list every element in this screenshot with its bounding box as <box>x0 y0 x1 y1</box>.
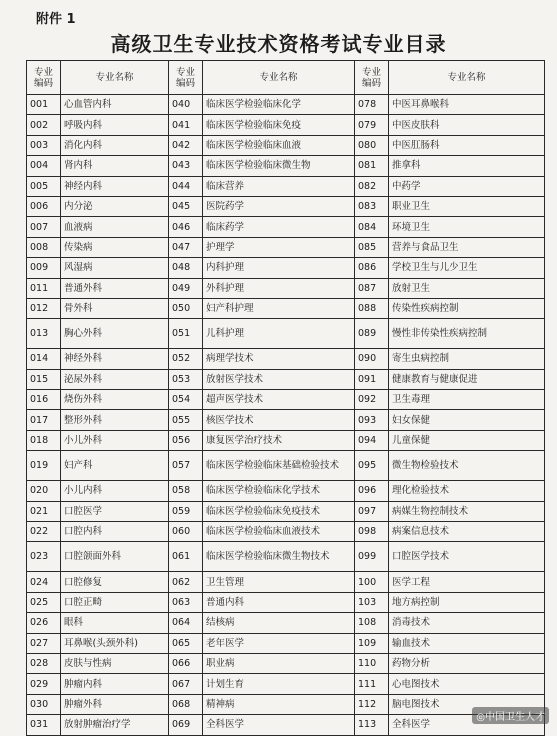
table-header-row <box>27 61 545 95</box>
specialty-code: 103 <box>355 592 389 612</box>
specialty-name: 普通内科 <box>203 592 355 612</box>
table-row <box>27 542 545 572</box>
specialty-code: 058 <box>169 481 203 501</box>
specialty-code: 110 <box>355 653 389 673</box>
specialty-name: 临床医学检验临床基础检验技术 <box>203 451 355 481</box>
specialty-code: 008 <box>27 237 61 257</box>
annex-label: 附件 1 <box>36 12 76 27</box>
specialty-code: 063 <box>169 592 203 612</box>
table-row <box>27 258 545 278</box>
specialty-name: 传染病 <box>61 237 169 257</box>
header-name: 专业名称 <box>61 61 169 95</box>
specialty-name: 临床医学检验临床免疫 <box>203 115 355 135</box>
specialty-name: 中药学 <box>389 176 545 196</box>
specialty-code: 099 <box>355 542 389 572</box>
specialty-code: 024 <box>27 572 61 592</box>
specialty-code: 090 <box>355 349 389 369</box>
table-row <box>27 613 545 633</box>
specialty-name: 胸心外科 <box>61 319 169 349</box>
specialty-name: 内科护理 <box>203 258 355 278</box>
specialty-code: 047 <box>169 237 203 257</box>
specialty-name: 中医耳鼻喉科 <box>389 95 545 115</box>
specialty-code: 021 <box>27 501 61 521</box>
specialty-code: 065 <box>169 633 203 653</box>
specialty-name: 地方病控制 <box>389 592 545 612</box>
specialty-code: 083 <box>355 196 389 216</box>
specialty-code: 084 <box>355 217 389 237</box>
specialty-name: 核医学技术 <box>203 410 355 430</box>
table-row <box>27 217 545 237</box>
specialty-code: 068 <box>169 694 203 714</box>
specialty-name: 临床医学检验临床免疫技术 <box>203 501 355 521</box>
specialty-code: 109 <box>355 633 389 653</box>
header-code: 专业编码 <box>27 61 61 95</box>
specialty-name: 口腔内科 <box>61 522 169 542</box>
specialty-name: 健康教育与健康促进 <box>389 369 545 389</box>
table-row <box>27 430 545 450</box>
specialty-name: 神经内科 <box>61 176 169 196</box>
specialty-table <box>26 60 545 736</box>
specialty-code: 112 <box>355 694 389 714</box>
specialty-code: 087 <box>355 278 389 298</box>
specialty-code: 111 <box>355 674 389 694</box>
header-name: 专业名称 <box>389 61 545 95</box>
specialty-code: 089 <box>355 319 389 349</box>
specialty-name: 职业病 <box>203 653 355 673</box>
table-row <box>27 196 545 216</box>
specialty-name: 整形外科 <box>61 410 169 430</box>
specialty-code: 092 <box>355 390 389 410</box>
table-row <box>27 390 545 410</box>
specialty-name: 烧伤外科 <box>61 390 169 410</box>
table-row <box>27 135 545 155</box>
specialty-code: 093 <box>355 410 389 430</box>
specialty-code: 059 <box>169 501 203 521</box>
table-row <box>27 522 545 542</box>
specialty-name: 脑电图技术 <box>389 694 545 714</box>
specialty-code: 042 <box>169 135 203 155</box>
specialty-name: 药物分析 <box>389 653 545 673</box>
specialty-code: 017 <box>27 410 61 430</box>
specialty-name: 泌尿外科 <box>61 369 169 389</box>
specialty-name: 护理学 <box>203 237 355 257</box>
specialty-code: 094 <box>355 430 389 450</box>
specialty-name: 口腔医学技术 <box>389 542 545 572</box>
specialty-name: 中医皮肤科 <box>389 115 545 135</box>
table-row <box>27 694 545 714</box>
specialty-name: 眼科 <box>61 613 169 633</box>
specialty-code: 031 <box>27 715 61 735</box>
specialty-name: 妇产科 <box>61 451 169 481</box>
specialty-name: 病媒生物控制技术 <box>389 501 545 521</box>
specialty-name: 内分泌 <box>61 196 169 216</box>
specialty-name: 心血管内科 <box>61 95 169 115</box>
specialty-name: 儿科护理 <box>203 319 355 349</box>
specialty-name: 风湿病 <box>61 258 169 278</box>
specialty-code: 056 <box>169 430 203 450</box>
table-row <box>27 653 545 673</box>
specialty-code: 052 <box>169 349 203 369</box>
specialty-code: 014 <box>27 349 61 369</box>
specialty-name: 心电图技术 <box>389 674 545 694</box>
specialty-name: 慢性非传染性疾病控制 <box>389 319 545 349</box>
table-row <box>27 674 545 694</box>
specialty-name: 结核病 <box>203 613 355 633</box>
specialty-code: 069 <box>169 715 203 735</box>
specialty-code: 091 <box>355 369 389 389</box>
specialty-code: 026 <box>27 613 61 633</box>
specialty-code: 012 <box>27 298 61 318</box>
specialty-name: 输血技术 <box>389 633 545 653</box>
specialty-code: 088 <box>355 298 389 318</box>
table-row <box>27 95 545 115</box>
specialty-code: 061 <box>169 542 203 572</box>
specialty-name: 超声医学技术 <box>203 390 355 410</box>
specialty-name: 医院药学 <box>203 196 355 216</box>
specialty-name: 肾内科 <box>61 156 169 176</box>
specialty-code: 050 <box>169 298 203 318</box>
specialty-name: 放射卫生 <box>389 278 545 298</box>
specialty-code: 085 <box>355 237 389 257</box>
specialty-name: 临床医学检验临床微生物技术 <box>203 542 355 572</box>
specialty-code: 003 <box>27 135 61 155</box>
specialty-name: 妇女保健 <box>389 410 545 430</box>
specialty-code: 048 <box>169 258 203 278</box>
specialty-code: 095 <box>355 451 389 481</box>
specialty-name: 临床营养 <box>203 176 355 196</box>
specialty-name: 放射医学技术 <box>203 369 355 389</box>
specialty-name: 小儿外科 <box>61 430 169 450</box>
specialty-name: 放射肿瘤治疗学 <box>61 715 169 735</box>
specialty-name: 血液病 <box>61 217 169 237</box>
specialty-name: 卫生毒理 <box>389 390 545 410</box>
specialty-name: 微生物检验技术 <box>389 451 545 481</box>
specialty-code: 013 <box>27 319 61 349</box>
specialty-code: 054 <box>169 390 203 410</box>
specialty-code: 022 <box>27 522 61 542</box>
header-name: 专业名称 <box>203 61 355 95</box>
specialty-name: 消化内科 <box>61 135 169 155</box>
specialty-name: 临床医学检验临床化学技术 <box>203 481 355 501</box>
specialty-code: 078 <box>355 95 389 115</box>
specialty-code: 079 <box>355 115 389 135</box>
table-row <box>27 278 545 298</box>
specialty-code: 029 <box>27 674 61 694</box>
specialty-code: 082 <box>355 176 389 196</box>
table-row <box>27 176 545 196</box>
table-row <box>27 237 545 257</box>
table-row <box>27 156 545 176</box>
specialty-name: 中医肛肠科 <box>389 135 545 155</box>
specialty-code: 086 <box>355 258 389 278</box>
specialty-name: 临床医学检验临床微生物 <box>203 156 355 176</box>
table-row <box>27 451 545 481</box>
specialty-name: 耳鼻喉(头颈外科) <box>61 633 169 653</box>
specialty-name: 职业卫生 <box>389 196 545 216</box>
specialty-name: 临床药学 <box>203 217 355 237</box>
table-row <box>27 715 545 735</box>
specialty-name: 口腔正畸 <box>61 592 169 612</box>
specialty-name: 消毒技术 <box>389 613 545 633</box>
specialty-name: 口腔颌面外科 <box>61 542 169 572</box>
specialty-code: 080 <box>355 135 389 155</box>
specialty-name: 皮肤与性病 <box>61 653 169 673</box>
specialty-name: 临床医学检验临床化学 <box>203 95 355 115</box>
specialty-code: 040 <box>169 95 203 115</box>
specialty-code: 002 <box>27 115 61 135</box>
specialty-code: 018 <box>27 430 61 450</box>
specialty-code: 016 <box>27 390 61 410</box>
specialty-code: 055 <box>169 410 203 430</box>
specialty-code: 045 <box>169 196 203 216</box>
table-row <box>27 115 545 135</box>
specialty-name: 康复医学治疗技术 <box>203 430 355 450</box>
table-row <box>27 319 545 349</box>
table-row <box>27 633 545 653</box>
specialty-code: 057 <box>169 451 203 481</box>
specialty-name: 理化检验技术 <box>389 481 545 501</box>
specialty-code: 049 <box>169 278 203 298</box>
specialty-code: 007 <box>27 217 61 237</box>
specialty-name: 口腔修复 <box>61 572 169 592</box>
specialty-name: 传染性疾病控制 <box>389 298 545 318</box>
page-title: 高级卫生专业技术资格考试专业目录 <box>110 32 447 56</box>
specialty-code: 113 <box>355 715 389 735</box>
specialty-code: 028 <box>27 653 61 673</box>
specialty-name: 小儿内科 <box>61 481 169 501</box>
specialty-code: 081 <box>355 156 389 176</box>
specialty-code: 100 <box>355 572 389 592</box>
specialty-code: 096 <box>355 481 389 501</box>
specialty-name: 环境卫生 <box>389 217 545 237</box>
specialty-code: 019 <box>27 451 61 481</box>
specialty-code: 020 <box>27 481 61 501</box>
specialty-name: 学校卫生与儿少卫生 <box>389 258 545 278</box>
specialty-code: 044 <box>169 176 203 196</box>
specialty-code: 027 <box>27 633 61 653</box>
specialty-code: 066 <box>169 653 203 673</box>
table-row <box>27 298 545 318</box>
specialty-code: 023 <box>27 542 61 572</box>
specialty-name: 临床医学检验临床血液 <box>203 135 355 155</box>
specialty-code: 004 <box>27 156 61 176</box>
specialty-code: 006 <box>27 196 61 216</box>
table-row <box>27 572 545 592</box>
specialty-name: 口腔医学 <box>61 501 169 521</box>
table-row <box>27 349 545 369</box>
specialty-name: 推拿科 <box>389 156 545 176</box>
specialty-code: 062 <box>169 572 203 592</box>
table-row <box>27 501 545 521</box>
table-row <box>27 592 545 612</box>
specialty-code: 005 <box>27 176 61 196</box>
specialty-code: 009 <box>27 258 61 278</box>
specialty-code: 060 <box>169 522 203 542</box>
specialty-code: 041 <box>169 115 203 135</box>
specialty-code: 011 <box>27 278 61 298</box>
specialty-name: 寄生虫病控制 <box>389 349 545 369</box>
specialty-code: 053 <box>169 369 203 389</box>
specialty-name: 神经外科 <box>61 349 169 369</box>
specialty-code: 098 <box>355 522 389 542</box>
specialty-code: 097 <box>355 501 389 521</box>
specialty-code: 001 <box>27 95 61 115</box>
specialty-code: 051 <box>169 319 203 349</box>
header-code: 专业编码 <box>169 61 203 95</box>
specialty-name: 临床医学检验临床血液技术 <box>203 522 355 542</box>
specialty-code: 064 <box>169 613 203 633</box>
specialty-name: 病理学技术 <box>203 349 355 369</box>
specialty-code: 067 <box>169 674 203 694</box>
specialty-code: 046 <box>169 217 203 237</box>
specialty-name: 骨外科 <box>61 298 169 318</box>
specialty-code: 043 <box>169 156 203 176</box>
specialty-name: 营养与食品卫生 <box>389 237 545 257</box>
specialty-code: 025 <box>27 592 61 612</box>
specialty-name: 计划生育 <box>203 674 355 694</box>
specialty-code: 015 <box>27 369 61 389</box>
specialty-name: 精神病 <box>203 694 355 714</box>
specialty-name: 病案信息技术 <box>389 522 545 542</box>
specialty-name: 肿瘤内科 <box>61 674 169 694</box>
table-row <box>27 481 545 501</box>
specialty-name: 普通外科 <box>61 278 169 298</box>
specialty-name: 医学工程 <box>389 572 545 592</box>
specialty-code: 108 <box>355 613 389 633</box>
watermark: ◎中国卫生人才 <box>472 707 549 724</box>
specialty-name: 全科医学 <box>389 715 545 735</box>
specialty-name: 外科护理 <box>203 278 355 298</box>
table-row <box>27 369 545 389</box>
specialty-code: 030 <box>27 694 61 714</box>
specialty-name: 卫生管理 <box>203 572 355 592</box>
specialty-name: 肿瘤外科 <box>61 694 169 714</box>
specialty-name: 儿童保健 <box>389 430 545 450</box>
header-code: 专业编码 <box>355 61 389 95</box>
specialty-name: 妇产科护理 <box>203 298 355 318</box>
table-row <box>27 410 545 430</box>
specialty-name: 老年医学 <box>203 633 355 653</box>
specialty-name: 呼吸内科 <box>61 115 169 135</box>
specialty-name: 全科医学 <box>203 715 355 735</box>
